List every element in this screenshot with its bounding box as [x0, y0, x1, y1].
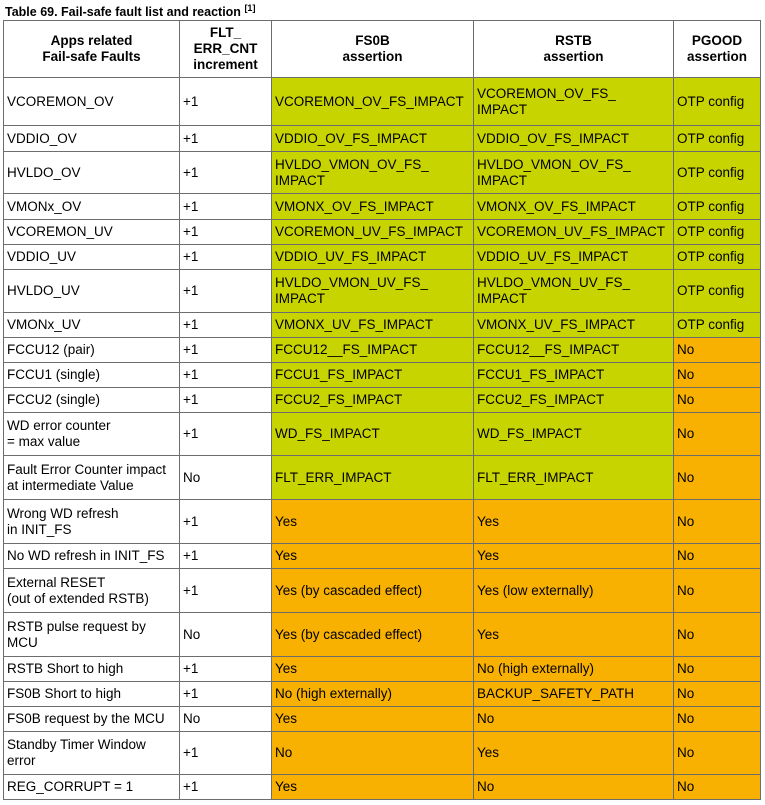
err-cnt-cell: +1 — [180, 338, 272, 363]
fs0b-cell: HVLDO_VMON_UV_FS_ IMPACT — [272, 270, 474, 313]
fs0b-cell: Yes — [272, 775, 474, 800]
fs0b-cell: FCCU2_FS_IMPACT — [272, 388, 474, 413]
pgood-cell: OTP config — [674, 313, 761, 338]
pgood-cell: No — [674, 413, 761, 456]
err-cnt-cell: +1 — [180, 313, 272, 338]
table-row — [4, 657, 761, 682]
fs0b-cell: HVLDO_VMON_OV_FS_ IMPACT — [272, 152, 474, 194]
header-fs0b: FS0B assertion — [272, 21, 474, 78]
table-row — [4, 270, 761, 313]
fs0b-cell: Yes — [272, 500, 474, 544]
table-row — [4, 78, 761, 126]
fault-cell: FS0B Short to high — [4, 682, 180, 707]
fs0b-cell: Yes — [272, 544, 474, 569]
fs0b-cell: VCOREMON_OV_FS_IMPACT — [272, 78, 474, 126]
fault-cell: FS0B request by the MCU — [4, 707, 180, 732]
pgood-cell: No — [674, 500, 761, 544]
rstb-cell: No (high externally) — [474, 657, 674, 682]
err-cnt-cell: +1 — [180, 245, 272, 270]
table-row — [4, 500, 761, 544]
table-row — [4, 152, 761, 194]
pgood-cell: OTP config — [674, 78, 761, 126]
header-faults: Apps related Fail-safe Faults — [4, 21, 180, 78]
rstb-cell: VMONX_UV_FS_IMPACT — [474, 313, 674, 338]
pgood-cell: No — [674, 363, 761, 388]
err-cnt-cell: +1 — [180, 413, 272, 456]
rstb-cell: Yes — [474, 613, 674, 657]
rstb-cell: FCCU1_FS_IMPACT — [474, 363, 674, 388]
pgood-cell: No — [674, 775, 761, 800]
fault-cell: REG_CORRUPT = 1 — [4, 775, 180, 800]
fs0b-cell: VMONX_OV_FS_IMPACT — [272, 194, 474, 220]
table-row — [4, 775, 761, 800]
table-row — [4, 363, 761, 388]
table-row — [4, 126, 761, 152]
pgood-cell: OTP config — [674, 194, 761, 220]
table-header — [4, 21, 761, 78]
fault-cell: VCOREMON_OV — [4, 78, 180, 126]
table-row — [4, 569, 761, 613]
fs0b-cell: VDDIO_UV_FS_IMPACT — [272, 245, 474, 270]
fault-cell: Wrong WD refresh in INIT_FS — [4, 500, 180, 544]
table-title: Table 69. Fail-safe fault list and reaction — [5, 5, 241, 20]
pgood-cell: No — [674, 544, 761, 569]
rstb-cell: No — [474, 707, 674, 732]
err-cnt-cell: +1 — [180, 657, 272, 682]
err-cnt-cell: +1 — [180, 126, 272, 152]
table-row — [4, 682, 761, 707]
fault-cell: Standby Timer Window error — [4, 732, 180, 775]
fault-cell: HVLDO_OV — [4, 152, 180, 194]
fs0b-cell: VMONX_UV_FS_IMPACT — [272, 313, 474, 338]
fault-cell: HVLDO_UV — [4, 270, 180, 313]
rstb-cell: VDDIO_UV_FS_IMPACT — [474, 245, 674, 270]
rstb-cell: VCOREMON_UV_FS_IMPACT — [474, 220, 674, 245]
fs0b-cell: FCCU1_FS_IMPACT — [272, 363, 474, 388]
err-cnt-cell: +1 — [180, 388, 272, 413]
table-row — [4, 338, 761, 363]
fault-cell: FCCU12 (pair) — [4, 338, 180, 363]
rstb-cell: Yes — [474, 732, 674, 775]
rstb-cell: Yes (low externally) — [474, 569, 674, 613]
fault-cell: VDDIO_OV — [4, 126, 180, 152]
fault-cell: No WD refresh in INIT_FS — [4, 544, 180, 569]
err-cnt-cell: +1 — [180, 152, 272, 194]
fs0b-cell: Yes (by cascaded effect) — [272, 569, 474, 613]
pgood-cell: No — [674, 657, 761, 682]
err-cnt-cell: +1 — [180, 270, 272, 313]
rstb-cell: Yes — [474, 500, 674, 544]
fault-cell: External RESET (out of extended RSTB) — [4, 569, 180, 613]
table-row — [4, 413, 761, 456]
err-cnt-cell: +1 — [180, 544, 272, 569]
rstb-cell: No — [474, 775, 674, 800]
pgood-cell: No — [674, 569, 761, 613]
err-cnt-cell: No — [180, 456, 272, 500]
rstb-cell: FLT_ERR_IMPACT — [474, 456, 674, 500]
pgood-cell: OTP config — [674, 220, 761, 245]
fault-cell: VMONx_OV — [4, 194, 180, 220]
rstb-cell: HVLDO_VMON_OV_FS_ IMPACT — [474, 152, 674, 194]
fault-cell: VCOREMON_UV — [4, 220, 180, 245]
pgood-cell: No — [674, 682, 761, 707]
fault-cell: FCCU1 (single) — [4, 363, 180, 388]
fault-cell: VMONx_UV — [4, 313, 180, 338]
pgood-cell: No — [674, 707, 761, 732]
rstb-cell: WD_FS_IMPACT — [474, 413, 674, 456]
err-cnt-cell: No — [180, 613, 272, 657]
table-row — [4, 220, 761, 245]
table-row — [4, 313, 761, 338]
err-cnt-cell: +1 — [180, 363, 272, 388]
err-cnt-cell: +1 — [180, 682, 272, 707]
pgood-cell: OTP config — [674, 152, 761, 194]
pgood-cell: No — [674, 456, 761, 500]
fs0b-cell: WD_FS_IMPACT — [272, 413, 474, 456]
fs0b-cell: Yes (by cascaded effect) — [272, 613, 474, 657]
err-cnt-cell: +1 — [180, 78, 272, 126]
header-flt-err-cnt: FLT_ ERR_CNT increment — [180, 21, 272, 78]
fault-cell: Fault Error Counter impact at intermediate Value — [4, 456, 180, 500]
fault-cell: VDDIO_UV — [4, 245, 180, 270]
rstb-cell: VDDIO_OV_FS_IMPACT — [474, 126, 674, 152]
rstb-cell: Yes — [474, 544, 674, 569]
header-row — [4, 21, 761, 78]
fs0b-cell: VCOREMON_UV_FS_IMPACT — [272, 220, 474, 245]
fs0b-cell: No — [272, 732, 474, 775]
header-rstb: RSTB assertion — [474, 21, 674, 78]
fs0b-cell: No (high externally) — [272, 682, 474, 707]
rstb-cell: VMONX_OV_FS_IMPACT — [474, 194, 674, 220]
fault-cell: FCCU2 (single) — [4, 388, 180, 413]
err-cnt-cell: +1 — [180, 775, 272, 800]
err-cnt-cell: No — [180, 707, 272, 732]
fault-cell: WD error counter = max value — [4, 413, 180, 456]
footnote-ref: [1] — [244, 3, 256, 13]
err-cnt-cell: +1 — [180, 500, 272, 544]
rstb-cell: FCCU2_FS_IMPACT — [474, 388, 674, 413]
rstb-cell: HVLDO_VMON_UV_FS_ IMPACT — [474, 270, 674, 313]
fs0b-cell: Yes — [272, 657, 474, 682]
table-row — [4, 456, 761, 500]
pgood-cell: OTP config — [674, 245, 761, 270]
table-row — [4, 544, 761, 569]
rstb-cell: FCCU12__FS_IMPACT — [474, 338, 674, 363]
fs0b-cell: VDDIO_OV_FS_IMPACT — [272, 126, 474, 152]
table-row — [4, 707, 761, 732]
table-row — [4, 613, 761, 657]
fault-cell: RSTB Short to high — [4, 657, 180, 682]
table-row — [4, 194, 761, 220]
header-pgood: PGOOD assertion — [674, 21, 761, 78]
err-cnt-cell: +1 — [180, 732, 272, 775]
fs0b-cell: FCCU12__FS_IMPACT — [272, 338, 474, 363]
pgood-cell: OTP config — [674, 270, 761, 313]
err-cnt-cell: +1 — [180, 220, 272, 245]
fs0b-cell: Yes — [272, 707, 474, 732]
table-row — [4, 388, 761, 413]
table-caption — [5, 3, 255, 19]
table-row — [4, 245, 761, 270]
fs0b-cell: FLT_ERR_IMPACT — [272, 456, 474, 500]
table-body — [4, 78, 761, 800]
err-cnt-cell: +1 — [180, 194, 272, 220]
rstb-cell: VCOREMON_OV_FS_ IMPACT — [474, 78, 674, 126]
pgood-cell: No — [674, 338, 761, 363]
pgood-cell: No — [674, 388, 761, 413]
fail-safe-fault-table — [3, 20, 761, 800]
err-cnt-cell: +1 — [180, 569, 272, 613]
table-row — [4, 732, 761, 775]
pgood-cell: No — [674, 613, 761, 657]
pgood-cell: No — [674, 732, 761, 775]
pgood-cell: OTP config — [674, 126, 761, 152]
fault-cell: RSTB pulse request by MCU — [4, 613, 180, 657]
rstb-cell: BACKUP_SAFETY_PATH — [474, 682, 674, 707]
